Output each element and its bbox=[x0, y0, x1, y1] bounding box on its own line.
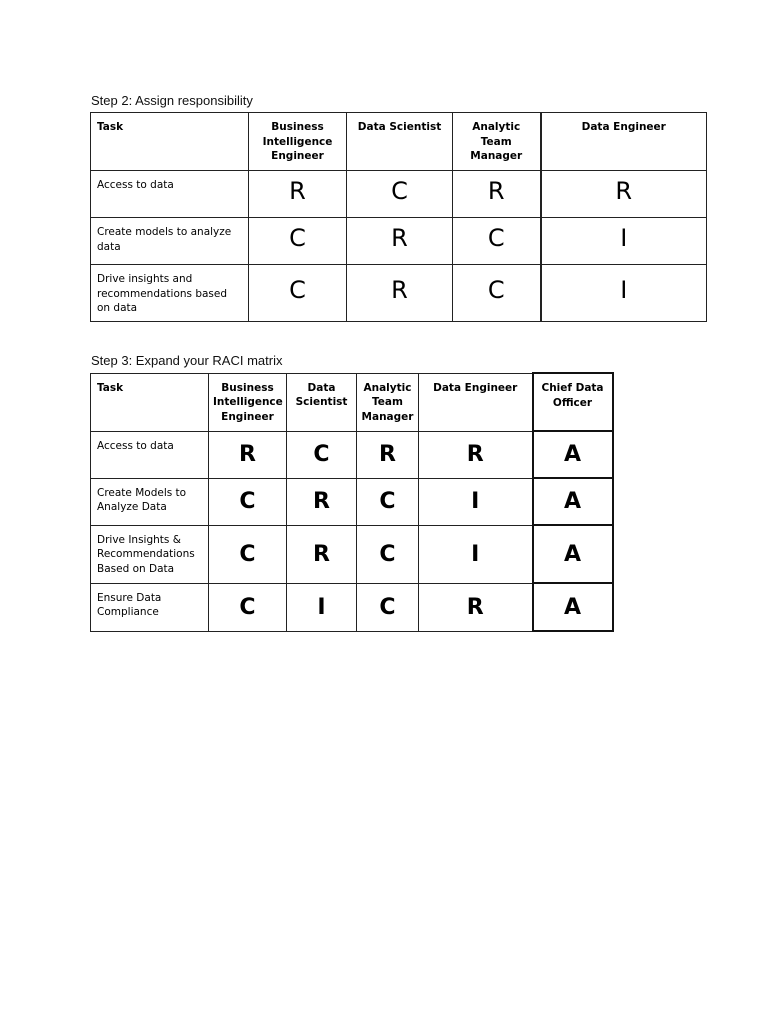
raci-cell: I bbox=[541, 265, 707, 322]
column-header-analytic-team-manager: Analytic Team Manager bbox=[453, 113, 541, 171]
raci-cell: R bbox=[419, 431, 533, 478]
raci-cell: C bbox=[357, 478, 419, 525]
column-header-data-engineer: Data Engineer bbox=[419, 373, 533, 431]
table-row bbox=[91, 525, 613, 583]
raci-cell: C bbox=[209, 525, 287, 583]
column-header-analytic-team-manager: Analytic Team Manager bbox=[357, 373, 419, 431]
table-row bbox=[91, 218, 707, 265]
raci-cell: C bbox=[209, 478, 287, 525]
raci-cell: C bbox=[453, 265, 541, 322]
table-row bbox=[91, 478, 613, 525]
column-header-task: Task bbox=[91, 113, 249, 171]
raci-cell: R bbox=[209, 431, 287, 478]
table-row bbox=[91, 171, 707, 218]
raci-cell: C bbox=[357, 525, 419, 583]
column-header-chief-data-officer: Chief Data Officer bbox=[533, 373, 613, 431]
task-cell: Create Models to Analyze Data bbox=[91, 478, 209, 525]
column-header-bi-engineer: Business Intelligence Engineer bbox=[209, 373, 287, 431]
raci-table-step3 bbox=[90, 372, 614, 632]
task-cell: Access to data bbox=[91, 171, 249, 218]
raci-cell: R bbox=[357, 431, 419, 478]
column-header-data-scientist: Data Scientist bbox=[347, 113, 453, 171]
raci-cell: A bbox=[533, 431, 613, 478]
table-header-row bbox=[91, 113, 707, 171]
table-row bbox=[91, 583, 613, 631]
step2-heading: Step 2: Assign responsibility bbox=[91, 93, 253, 108]
raci-cell: A bbox=[533, 583, 613, 631]
raci-cell: I bbox=[287, 583, 357, 631]
raci-cell: R bbox=[347, 265, 453, 322]
task-cell: Create models to analyze data bbox=[91, 218, 249, 265]
table-header-row bbox=[91, 373, 613, 431]
raci-cell: R bbox=[453, 171, 541, 218]
task-cell: Access to data bbox=[91, 431, 209, 478]
column-header-data-scientist: Data Scientist bbox=[287, 373, 357, 431]
raci-cell: C bbox=[249, 218, 347, 265]
task-cell: Drive Insights & Recommendations Based on Data bbox=[91, 525, 209, 583]
raci-cell: I bbox=[541, 218, 707, 265]
raci-cell: C bbox=[287, 431, 357, 478]
task-cell: Ensure Data Compliance bbox=[91, 583, 209, 631]
raci-cell: R bbox=[541, 171, 707, 218]
raci-cell: I bbox=[419, 525, 533, 583]
raci-cell: R bbox=[287, 525, 357, 583]
raci-cell: C bbox=[347, 171, 453, 218]
raci-table-step2 bbox=[90, 112, 707, 322]
raci-cell: A bbox=[533, 525, 613, 583]
raci-cell: R bbox=[347, 218, 453, 265]
task-cell: Drive insights and recommendations based on data bbox=[91, 265, 249, 322]
raci-cell: R bbox=[249, 171, 347, 218]
raci-cell: R bbox=[287, 478, 357, 525]
raci-cell: I bbox=[419, 478, 533, 525]
table-row bbox=[91, 265, 707, 322]
raci-cell: R bbox=[419, 583, 533, 631]
raci-cell: C bbox=[209, 583, 287, 631]
column-header-task: Task bbox=[91, 373, 209, 431]
raci-cell: A bbox=[533, 478, 613, 525]
table-row bbox=[91, 431, 613, 478]
raci-cell: C bbox=[453, 218, 541, 265]
column-header-bi-engineer: Business Intelligence Engineer bbox=[249, 113, 347, 171]
step3-heading: Step 3: Expand your RACI matrix bbox=[91, 353, 283, 368]
column-header-data-engineer: Data Engineer bbox=[541, 113, 707, 171]
raci-cell: C bbox=[357, 583, 419, 631]
raci-cell: C bbox=[249, 265, 347, 322]
